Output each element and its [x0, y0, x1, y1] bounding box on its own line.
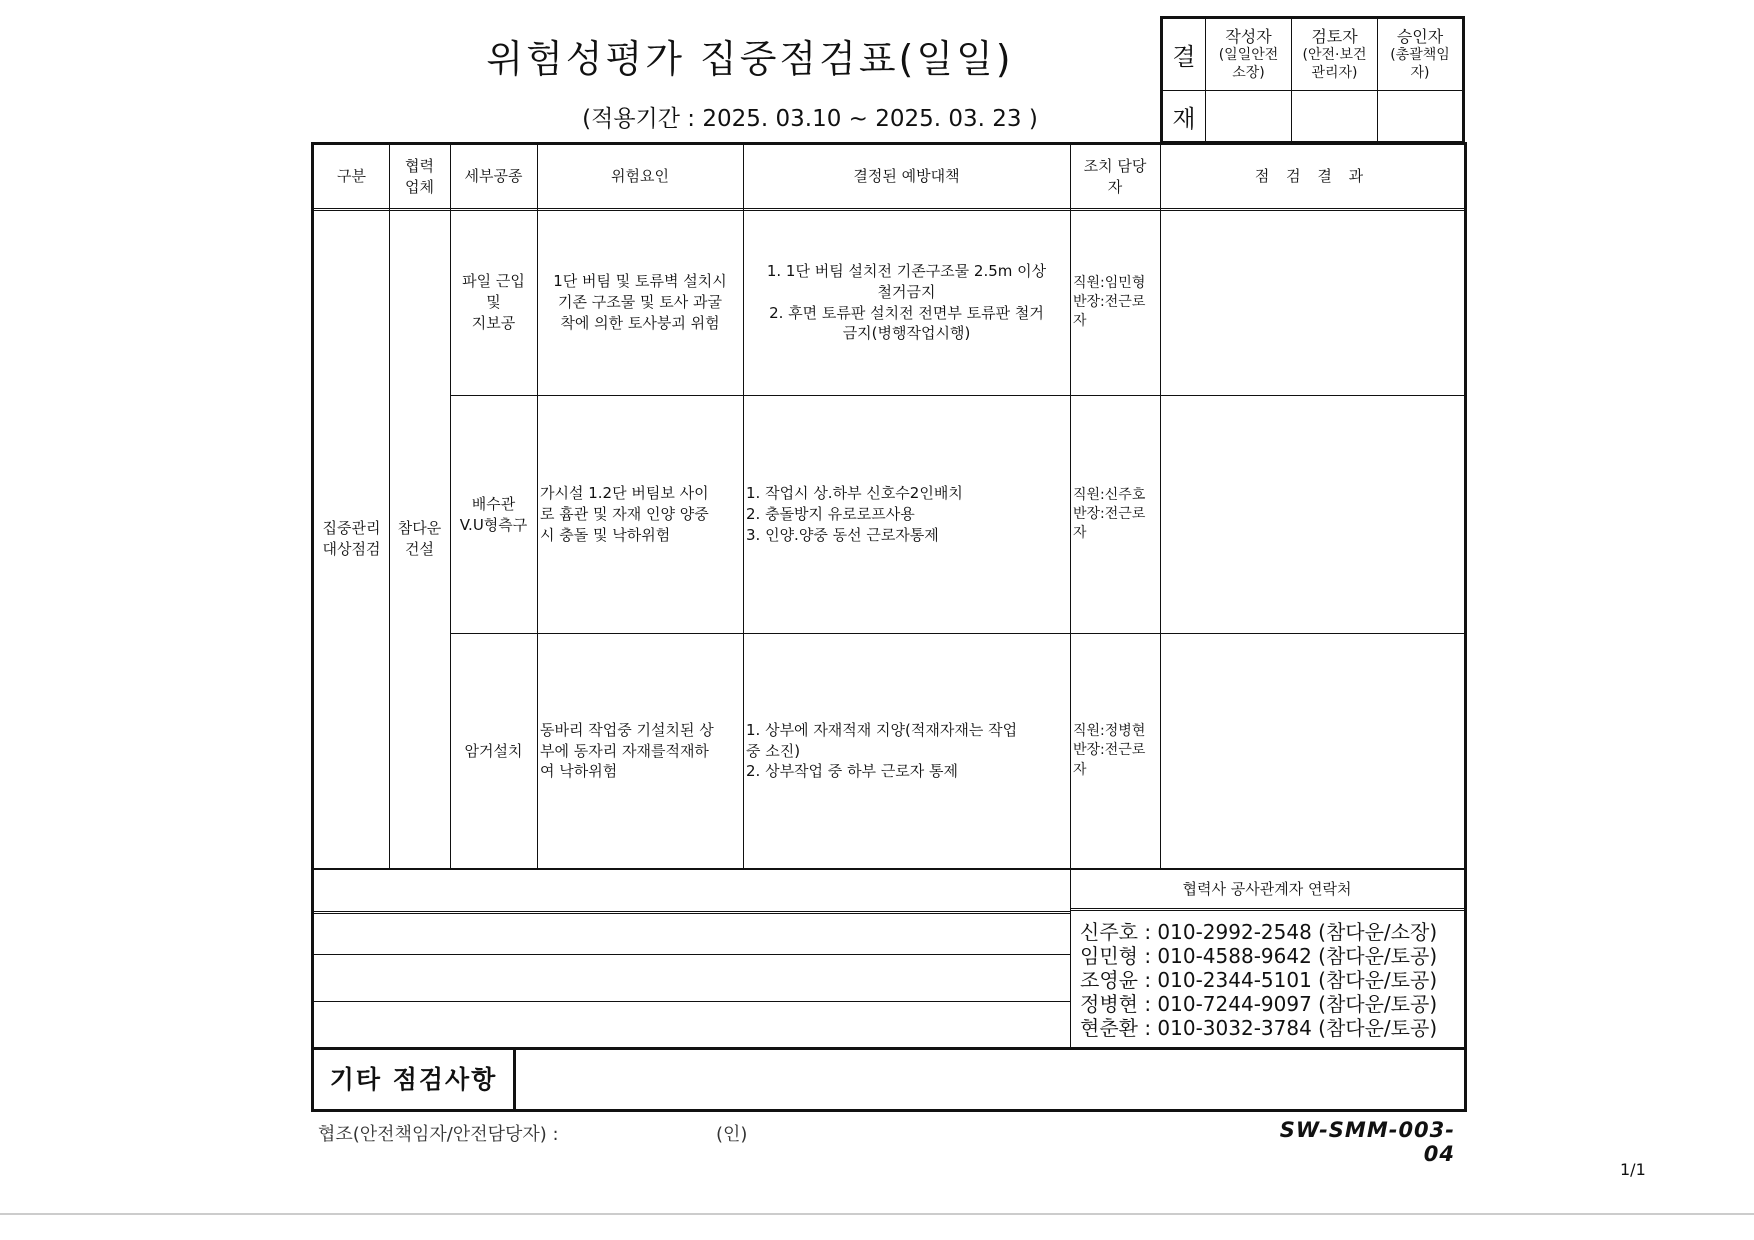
approval-role-sub: (총괄책임 자): [1390, 47, 1450, 81]
approval-box: [1160, 16, 1465, 144]
approval-approver-header: [1378, 19, 1462, 91]
scan-edge-line: [0, 1213, 1754, 1215]
etc-inspection-label: 기타 점검사항: [329, 1064, 498, 1094]
note-line-2[interactable]: [314, 914, 1070, 954]
header-work-type: 세부공종: [464, 167, 523, 186]
approval-reviewer-header: [1292, 19, 1378, 91]
header-result: 점 검 결 과: [1254, 167, 1370, 186]
note-line-4[interactable]: [314, 1002, 1070, 1047]
note-line-3[interactable]: [314, 955, 1070, 1001]
writer-signature-box[interactable]: [1206, 91, 1292, 141]
header-measures: 결정된 예방대책: [853, 167, 960, 186]
contact-entry: 정병현 : 010-7244-9097 (참다운/토공): [1080, 992, 1438, 1016]
row-2-measures: 1. 작업시 상.하부 신호수2인배치 2. 충돌방지 유로로프사용 3. 인양.양중 동선 근로자통제: [746, 484, 963, 544]
contacts-list: [1080, 920, 1460, 1040]
row-2-manager: 직원:신주호 반장:전근로 자: [1073, 486, 1146, 542]
header-hazard: 위험요인: [611, 167, 669, 186]
cooperation-label: 협조(안전책임자/안전담당자) :: [318, 1124, 559, 1145]
row-3-work-type: 암거설치: [464, 741, 523, 760]
row-1-result[interactable]: [1160, 210, 1464, 395]
row-1-measures: 1. 1단 버팀 설치전 기존구조물 2.5m 이상 철거금지 2. 후면 토류판 설치전 전면부 토류판 철거 금지(병행작업시행): [766, 262, 1047, 343]
contact-entry: 현춘환 : 010-3032-3784 (참다운/토공): [1080, 1016, 1438, 1040]
approval-role: 검토자: [1311, 27, 1358, 46]
approval-label-bottom: 재: [1163, 91, 1206, 141]
etc-inspection-field[interactable]: [516, 1050, 1464, 1110]
row-2-work-type: 배수관 V.U형측구: [459, 494, 528, 534]
contacts-title: 협력사 공사관계자 연락처: [1182, 879, 1352, 898]
header-category: 구분: [337, 167, 366, 186]
seal-mark: (인): [716, 1124, 748, 1145]
row-1-hazard: 1단 버팀 및 토류벽 설치시 기존 구조물 및 토사 과굴 착에 의한 토사붕괴 위험: [553, 272, 727, 332]
approval-role: 승인자: [1396, 27, 1444, 46]
approval-label-top: 결: [1163, 19, 1206, 91]
approval-role-sub: (안전·보건 관리자): [1302, 47, 1367, 81]
approval-role: 작성자: [1225, 27, 1272, 46]
row-2-result[interactable]: [1160, 396, 1464, 633]
contact-entry: 조영윤 : 010-2344-5101 (참다운/토공): [1080, 968, 1438, 992]
partner-cell: 참다운 건설: [397, 519, 442, 558]
document-title: 위험성평가 집중점검표(일일): [486, 37, 1014, 81]
row-1-work-type: 파일 근입 및 지보공: [462, 272, 525, 332]
contact-entry: 신주호 : 010-2992-2548 (참다운/소장): [1080, 920, 1438, 944]
approval-writer-header: [1206, 19, 1292, 91]
note-line-1[interactable]: [314, 870, 1070, 911]
application-period: (적용기간 : 2025. 03.10 ~ 2025. 03. 23 ): [582, 106, 1038, 132]
category-cell: 집중관리 대상점검: [322, 519, 381, 558]
approver-signature-box[interactable]: [1378, 91, 1462, 141]
row-2-hazard: 가시설 1.2단 버팀보 사이 로 흄관 및 자재 인양 양중 시 충돌 및 낙하위험: [540, 484, 709, 544]
row-3-measures: 1. 상부에 자재적재 지양(적재자재는 작업 중 소진) 2. 상부작업 중 하부 근로자 통제: [746, 720, 1018, 781]
row-1-manager: 직원:임민형 반장:전근로 자: [1073, 274, 1146, 330]
page-number: 1/1: [1620, 1160, 1646, 1179]
header-manager: 조치 담당 자: [1083, 156, 1147, 196]
row-3-result[interactable]: [1160, 634, 1464, 868]
approval-role-sub: (일일안전 소장): [1218, 47, 1279, 81]
row-3-hazard: 동바리 작업중 기설치된 상 부에 동자리 자재를적재하 여 낙하위험: [540, 720, 714, 781]
contact-entry: 임민형 : 010-4588-9642 (참다운/토공): [1080, 944, 1438, 968]
document-number: SW-SMM-003-04: [1279, 1118, 1455, 1166]
header-partner: 협력 업체: [405, 156, 434, 196]
row-3-manager: 직원:정병현 반장:전근로 자: [1073, 723, 1146, 778]
reviewer-signature-box[interactable]: [1292, 91, 1378, 141]
